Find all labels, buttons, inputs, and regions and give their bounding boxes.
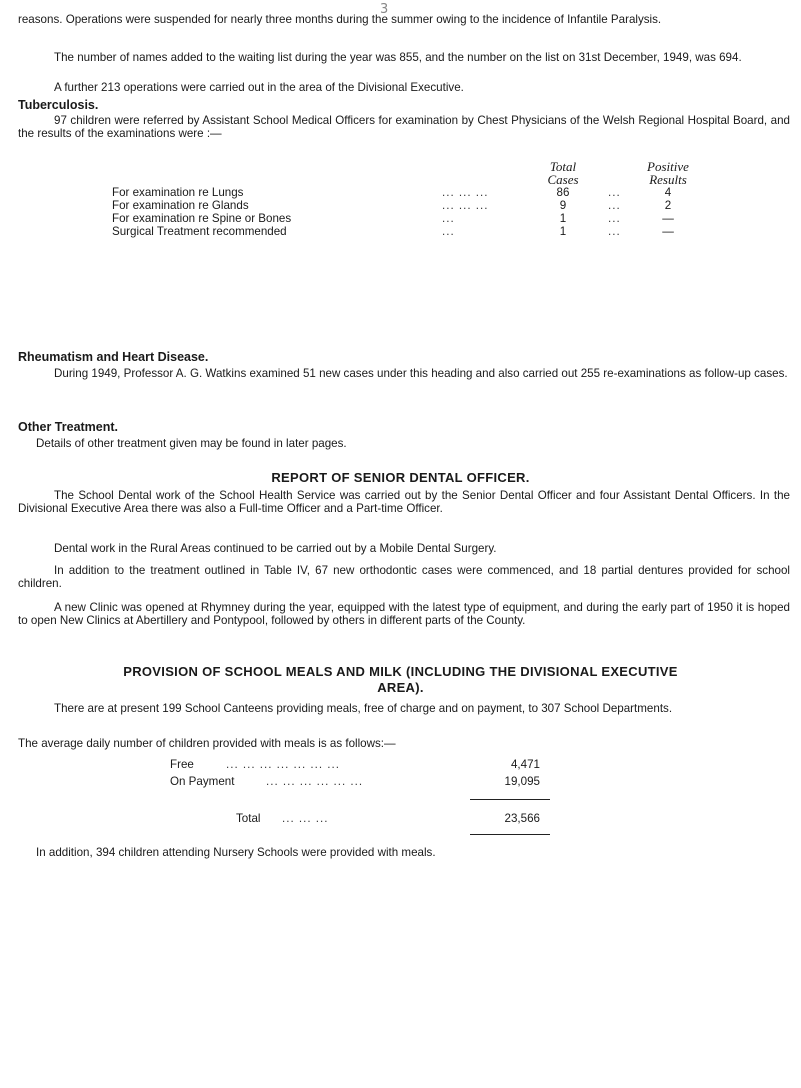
meals-total-value: 23,566 — [504, 812, 540, 825]
leader-dots: ... ... ... ... ... ... ... — [226, 758, 340, 771]
heading-other-treatment: Other Treatment. — [18, 420, 119, 434]
sum-rule — [470, 799, 550, 800]
row-positive: 4 — [664, 186, 672, 199]
row-positive: 2 — [664, 199, 672, 212]
paragraph-further-operations: A further 213 operations were carried out in the area of the Divisional Executive. — [54, 81, 464, 94]
page-mark: 3 — [380, 2, 389, 17]
paragraph-waiting-list: The number of names added to the waiting list during the year was 855, and the number on the list on 31st December, 1949, was 694. — [54, 51, 742, 64]
row-positive: — — [662, 212, 674, 225]
meals-payment-label: On Payment — [170, 775, 235, 788]
paragraph-tuberculosis: 97 children were referred by Assistant School Medical Officers for examination by Chest Physicians of the Welsh Regional Hospital Board, and the results of the examinations were :— — [18, 114, 790, 140]
paragraph-meals-1: There are at present 199 School Canteens providing meals, free of charge and on payment, to 307 School Departments. — [54, 702, 673, 715]
header-cases: Cases — [547, 172, 579, 187]
paragraph-nursery: In addition, 394 children attending Nursery Schools were provided with meals. — [36, 846, 436, 859]
meals-payment-row — [170, 775, 540, 788]
meals-total-row — [236, 812, 540, 825]
meals-total-label: Total — [236, 812, 261, 825]
heading-school-meals-cont: AREA). — [377, 680, 424, 695]
paragraph-rheumatism: During 1949, Professor A. G. Watkins examined 51 new cases under this heading and also carried out 255 re-examinations as follow-up cases. — [54, 367, 788, 380]
row-total: 1 — [559, 225, 567, 238]
heading-school-meals: PROVISION OF SCHOOL MEALS AND MILK (INCLUDING THE DIVISIONAL EXECUTIVE — [123, 664, 678, 679]
tuberculosis-table — [112, 160, 708, 238]
meals-free-row — [170, 758, 540, 771]
leader-dots: ... — [442, 212, 455, 225]
paragraph-dental-2: Dental work in the Rural Areas continued to be carried out by a Mobile Dental Surgery. — [54, 542, 497, 555]
header-positive: Positive — [647, 159, 689, 174]
leader-dots: ... ... ... — [442, 186, 489, 199]
total-rule — [470, 834, 550, 835]
paragraph-meals-2: The average daily number of children provided with meals is as follows:— — [18, 737, 396, 750]
row-total: 9 — [559, 199, 567, 212]
row-total: 1 — [559, 212, 567, 225]
row-label: For examination re Spine or Bones — [112, 212, 292, 225]
row-label: For examination re Glands — [112, 199, 249, 212]
table-row: For examination re Lungs ... ... ... 86 ... 4 — [112, 186, 708, 199]
heading-tuberculosis: Tuberculosis. — [18, 98, 99, 112]
table-row: Surgical Treatment recommended ... 1 ... — — [112, 225, 708, 238]
row-positive: — — [662, 225, 674, 238]
leader-dots: ... ... ... — [282, 812, 329, 825]
table-row: For examination re Glands ... ... ... 9 ... 2 — [112, 199, 708, 212]
row-total: 86 — [556, 186, 570, 199]
paragraph-other-treatment: Details of other treatment given may be found in later pages. — [36, 437, 347, 450]
row-label: Surgical Treatment recommended — [112, 225, 287, 238]
paragraph-operations: reasons. Operations were suspended for nearly three months during the summer owing to the incidence of Infantile Paralysis. — [18, 13, 662, 26]
paragraph-dental-4: A new Clinic was opened at Rhymney during the year, equipped with the latest type of equipment, and during the early part of 1950 it is hoped to open New Clinics at Abertillery and Pontypool, followed by others in different parts of the County. — [18, 601, 790, 627]
leader-dots: ... ... ... ... ... ... — [266, 775, 364, 788]
paragraph-dental-3: In addition to the treatment outlined in Table IV, 67 new orthodontic cases were commenced, and 18 partial dentures provided for school children. — [18, 564, 790, 590]
table-header-row — [112, 160, 708, 173]
leader-dots: ... ... ... — [442, 199, 489, 212]
paragraph-dental-1: The School Dental work of the School Health Service was carried out by the Senior Dental Officer and four Assistant Dental Officers. In the Divisional Executive Area there was also a Full-time Officer and a Part-time Officer. — [18, 489, 790, 515]
meals-free-label: Free — [170, 758, 194, 771]
header-total: Total — [549, 159, 577, 174]
heading-rheumatism: Rheumatism and Heart Disease. — [18, 350, 209, 364]
row-label: For examination re Lungs — [112, 186, 244, 199]
table-header-row — [112, 173, 708, 186]
heading-dental-report: REPORT OF SENIOR DENTAL OFFICER. — [271, 470, 530, 485]
table-row: For examination re Spine or Bones ... 1 ... — — [112, 212, 708, 225]
meals-free-value: 4,471 — [510, 758, 540, 771]
leader-dots: ... — [442, 225, 455, 238]
header-results: Results — [649, 172, 687, 187]
meals-payment-value: 19,095 — [504, 775, 540, 788]
